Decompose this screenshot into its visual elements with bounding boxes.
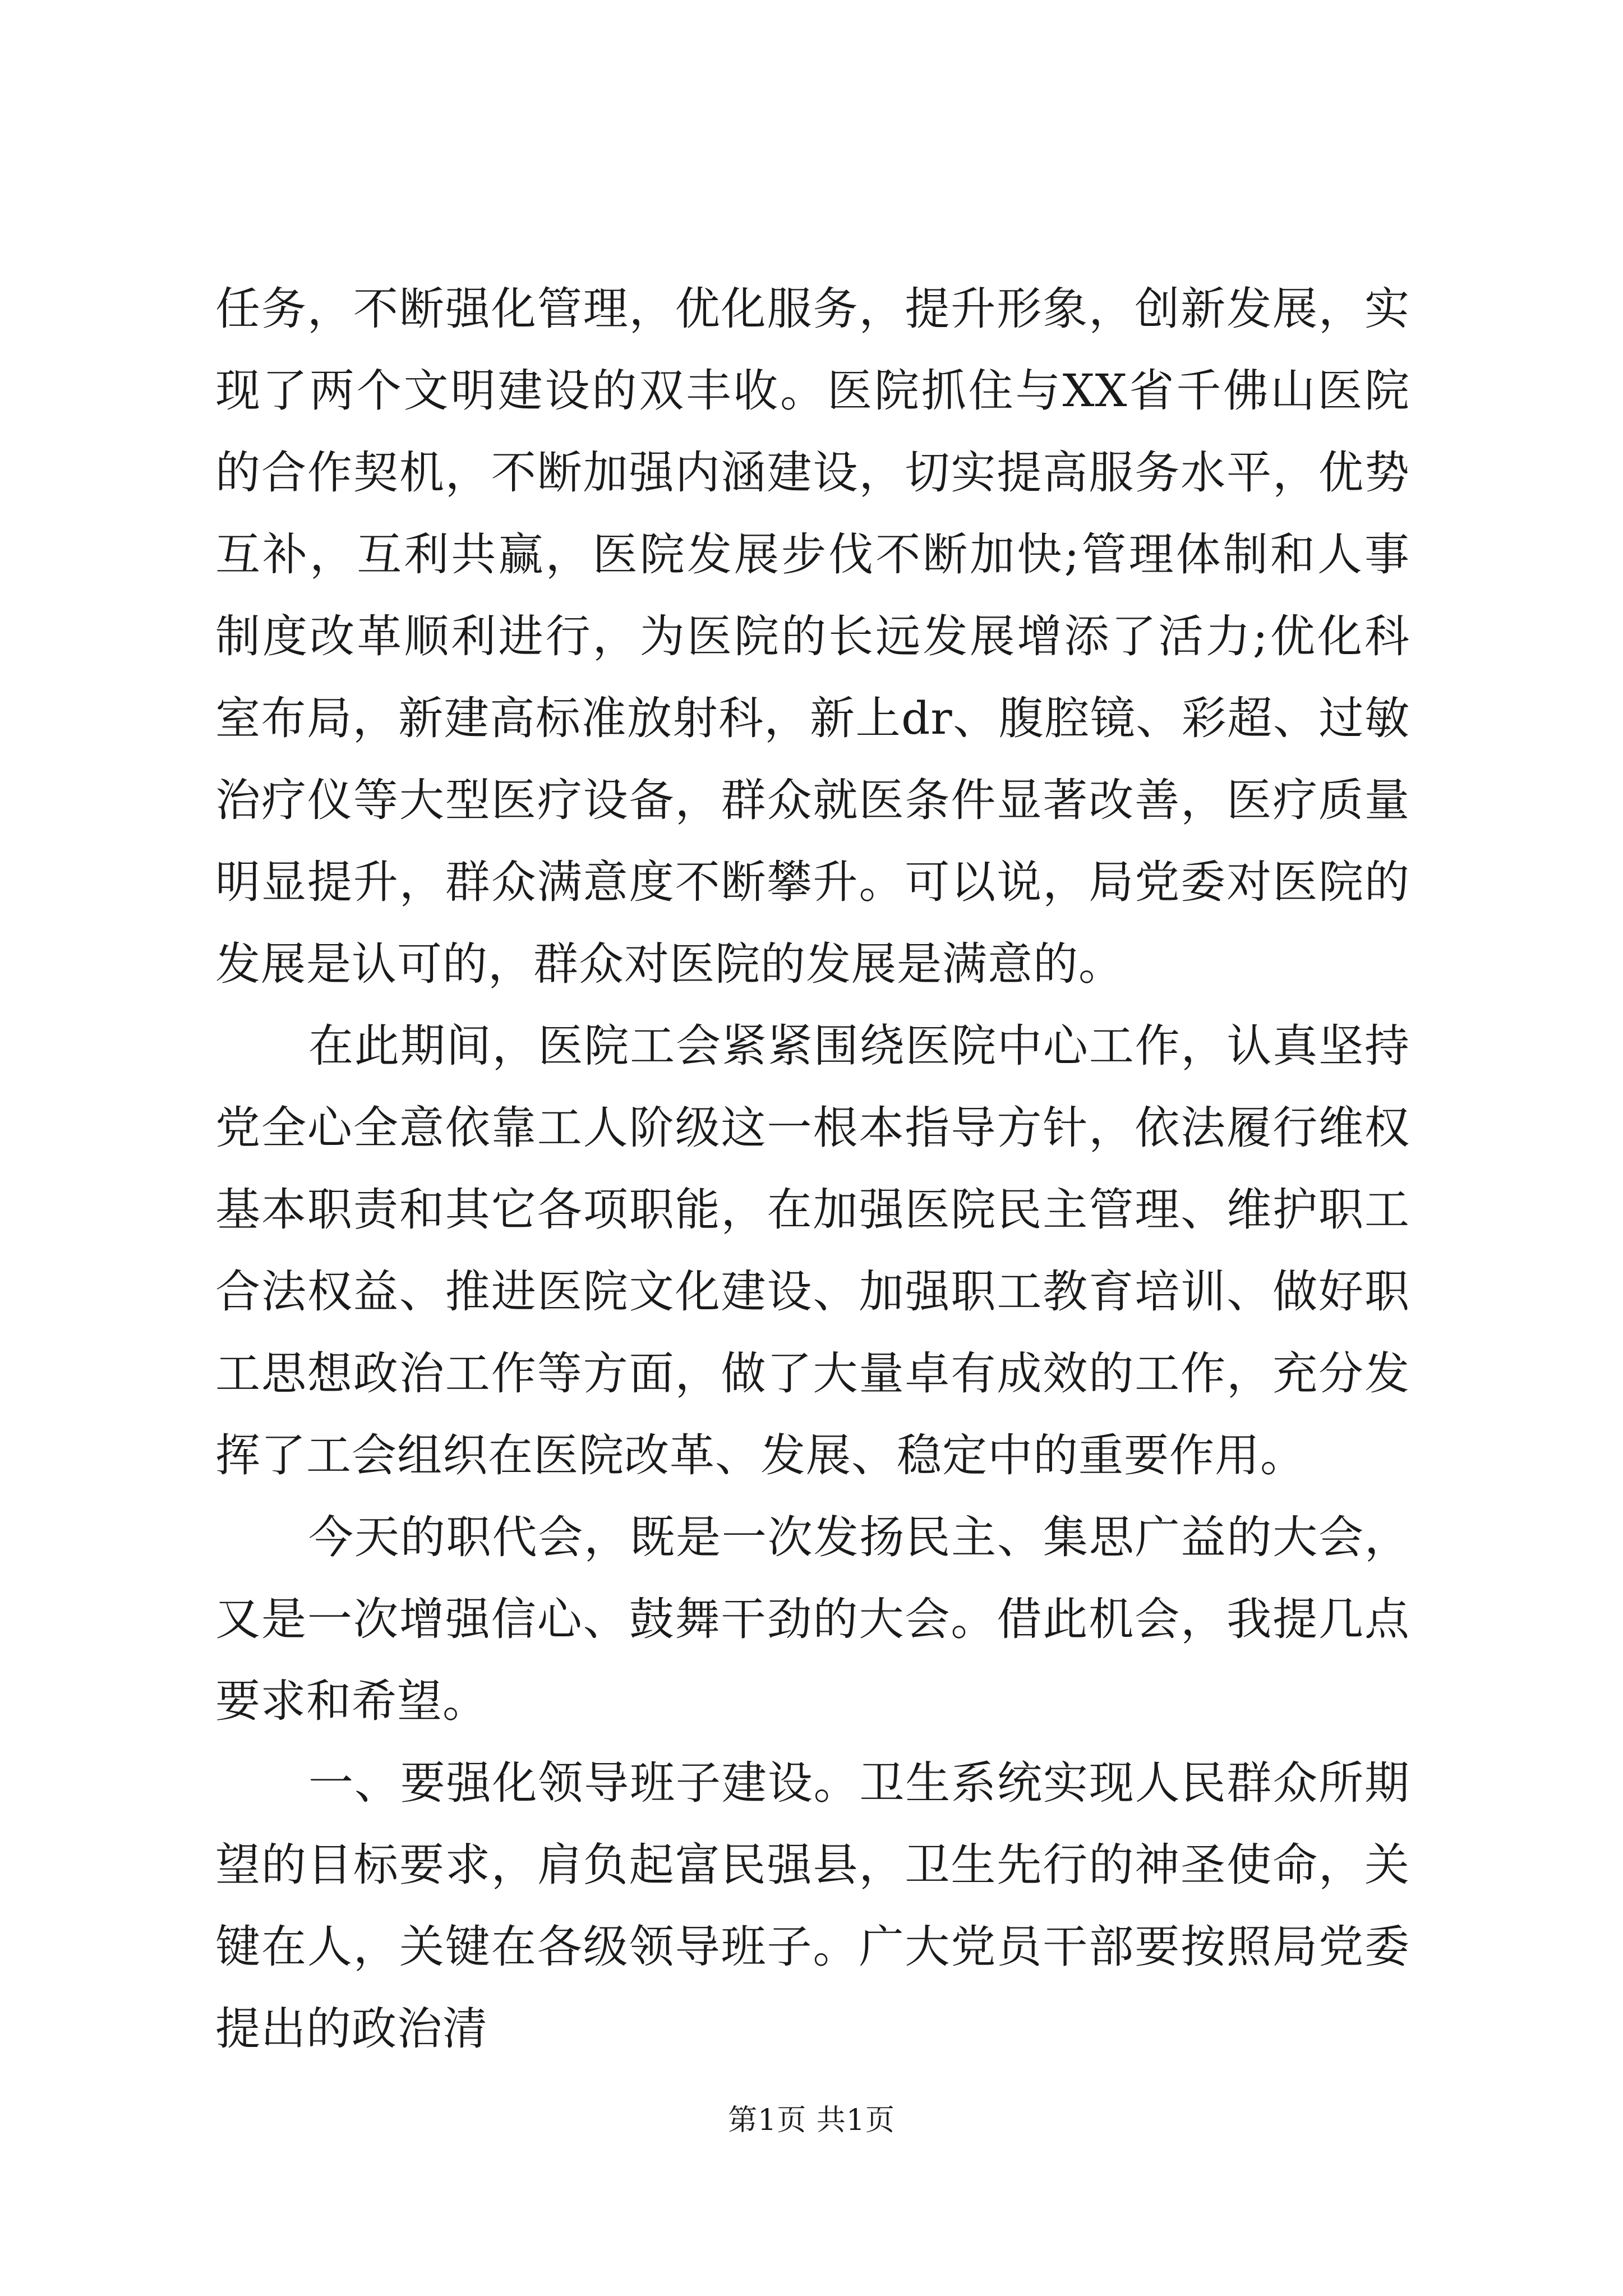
document-body: [215, 268, 1410, 2070]
page-footer: 第1页 共1页: [728, 2104, 895, 2137]
paragraph-1: 任务，不断强化管理，优化服务，提升形象，创新发展，实现了两个文明建设的双丰收。医院抓住与XX省千佛山医院的合作契机，不断加强内涵建设，切实提高服务水平，优势互补，互利共赢，医院发展步伐不断加快;管理体制和人事制度改革顺利进行，为医院的长远发展增添了活力;优化科室布局，新建高标准放射科，新上dr、腹腔镜、彩超、过敏治疗仪等大型医疗设备，群众就医条件显著改善，医疗质量明显提升，群众满意度不断攀升。可以说，局党委对医院的发展是认可的，群众对医院的发展是满意的。: [215, 283, 1410, 990]
paragraph-4: 一、要强化领导班子建设。卫生系统实现人民群众所期望的目标要求，肩负起富民强县，卫生先行的神圣使命，关键在人，关键在各级领导班子。广大党员干部要按照局党委提出的政治清: [215, 1757, 1410, 2055]
paragraph-3: 今天的职代会，既是一次发扬民主、集思广益的大会，又是一次增强信心、鼓舞干劲的大会。借此机会，我提几点要求和希望。: [215, 1511, 1410, 1727]
paragraph-2: 在此期间，医院工会紧紧围绕医院中心工作，认真坚持党全心全意依靠工人阶级这一根本指导方针，依法履行维权基本职责和其它各项职能，在加强医院民主管理、维护职工合法权益、推进医院文化建设、加强职工教育培训、做好职工思想政治工作等方面，做了大量卓有成效的工作，充分发挥了工会组织在医院改革、发展、稳定中的重要作用。: [215, 1020, 1410, 1481]
